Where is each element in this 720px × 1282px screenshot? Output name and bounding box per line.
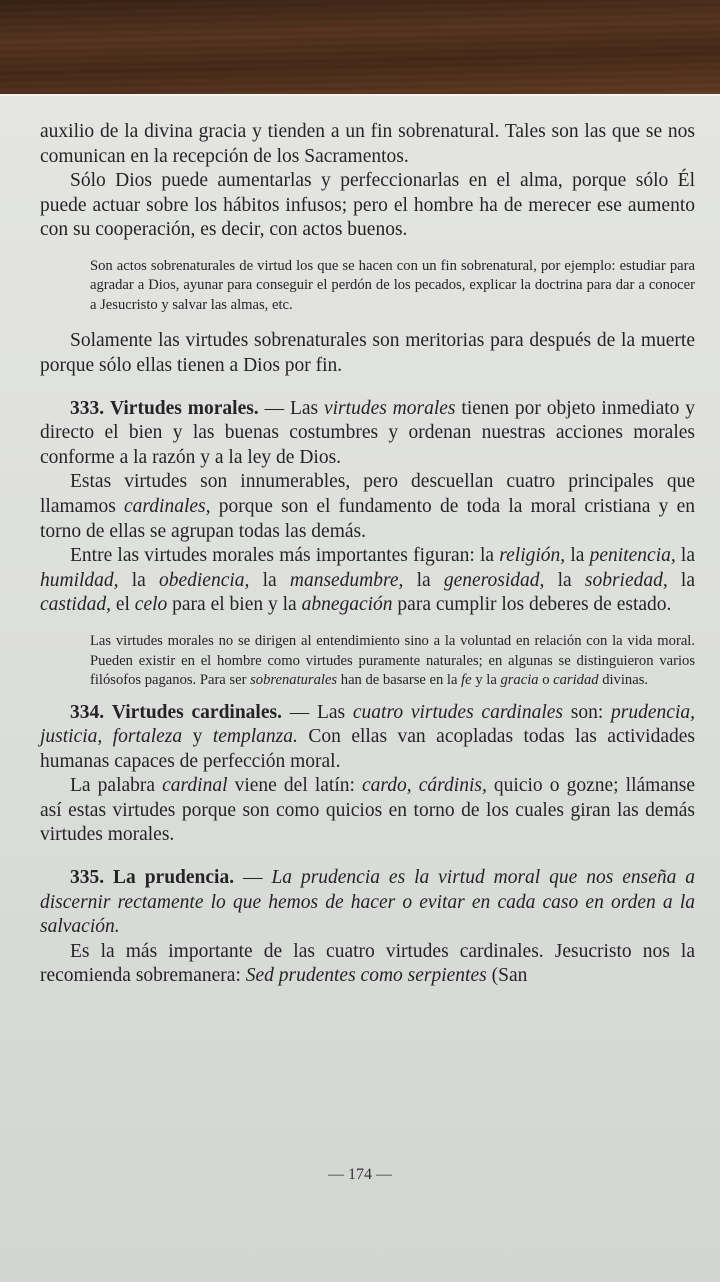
p333c-t3: la <box>675 545 696 567</box>
p333c-t2: la <box>565 545 590 567</box>
paragraph-2: Sólo Dios puede aumentarlas y perfeccionarlas en el alma, porque sólo Él puede actuar sobre los hábitos infusos; pero el hombre ha de merecer ese aumento con su cooperación, es decir, con actos buenos. <box>40 170 695 241</box>
p333c-t5: la <box>249 569 290 591</box>
section-333-em: virtudes morales <box>323 397 456 419</box>
paragraph-333b <box>40 470 695 544</box>
p333b-em: cardinales, <box>124 496 211 518</box>
p333c-t1: Entre las virtudes morales más importantes figuran: la <box>70 545 500 567</box>
p333c-e2: penitencia, <box>589 545 676 567</box>
p335b-b: (San <box>486 965 528 987</box>
section-334-t1: son: <box>563 701 612 723</box>
note2-e4: caridad <box>553 672 599 688</box>
note2-c: y la <box>471 672 501 688</box>
section-334-t2: y <box>182 726 213 748</box>
p334b-e1: cardinal <box>162 775 228 797</box>
p335b-a: Es la más importante de las cuatro virtudes cardinales. Jesucristo nos la recomienda sobremanera: <box>40 940 695 987</box>
section-334-body: Con ellas van acopladas todas las actividades humanas capaces de perfección moral. <box>40 726 696 772</box>
note-sobrenaturales: Son actos sobrenaturales de virtud los que se hacen con un fin sobrenatural, por ejemplo: estudiar para agradar a Dios, ayunar para conseguir el perdón de los pecados, explicar la doctrina para dar a conocer a Jesucristo y salvar las almas, etc. <box>90 257 695 313</box>
section-335-em: La prudencia es la virtud moral que nos enseña a discernir rectamente lo que hemos de hacer o evitar en cada caso en orden a la salvación. <box>40 867 696 938</box>
p334b-a: La palabra <box>70 775 163 797</box>
section-335-number: 335. <box>70 867 105 889</box>
section-334-em1: cuatro virtudes cardinales <box>352 701 564 723</box>
section-333 <box>40 397 695 471</box>
paragraph-334b <box>40 774 695 848</box>
section-334-title: Virtudes cardinales. <box>111 701 282 723</box>
section-335-dash: — <box>234 867 272 889</box>
p333b-b: porque son el fundamento de toda la moral cristiana y en torno de ellas se agrupan todas las demás. <box>40 496 695 542</box>
paragraph-1: auxilio de la divina gracia y tienden a un fin sobrenatural. Tales son las que se nos comunican en la recepción de los Sacramentos. <box>40 121 695 167</box>
note2-e2: fe <box>461 672 472 688</box>
section-334-em2: prudencia, justicia, fortaleza <box>40 701 695 748</box>
p333c-t6: la <box>403 569 444 591</box>
page-number: — 174 — <box>328 1166 392 1183</box>
section-335-title: La prudencia. <box>113 867 235 889</box>
p333c-t10: para el bien y la <box>167 594 302 616</box>
section-334-dash: — Las <box>281 701 353 723</box>
p334b-e2: cardo, cárdinis, <box>362 775 487 797</box>
p334b-c: quicio o gozne; llámanse así estas virtudes porque son como quicios en torno de los cuales giran las demás virtudes morales. <box>40 775 695 846</box>
p333c-e6: generosidad, <box>443 569 545 591</box>
p333c-t8: la <box>667 569 695 591</box>
section-334-number: 334. <box>70 701 105 723</box>
paragraph-333c <box>40 544 695 618</box>
note-virtudes-morales <box>90 632 695 691</box>
p333c-e5: mansedumbre, <box>289 569 404 591</box>
section-333-title: Virtudes morales. <box>110 397 259 419</box>
p335b-e1: Sed prudentes como serpientes <box>245 965 487 987</box>
section-333-dash: — Las <box>258 397 324 419</box>
section-333-body: tienen por objeto inmediato y directo el bien y las buenas costumbres y ordenan nuestras acciones morales conforme a la razón y a la ley de Dios. <box>40 397 696 468</box>
page-text <box>40 120 695 989</box>
note2-a: Las virtudes morales no se dirigen al entendimiento sino a la voluntad en relación con la vida moral. Pueden existir en el hombre como virtudes puramente naturales; en algunas se distinguieron varios filósofos paganos. Para ser <box>90 633 695 688</box>
p333c-e3: humildad, <box>40 569 119 591</box>
note2-e1: sobrenaturales <box>250 672 338 688</box>
wooden-table-background <box>0 0 720 100</box>
p333c-e10: abnegación <box>301 594 393 616</box>
section-334-em3: templanza. <box>212 726 298 748</box>
p333c-e1: religión, <box>499 545 566 567</box>
p334b-b: viene del latín: <box>227 775 363 797</box>
p333b-a: Estas virtudes son innumerables, pero descuellan cuatro principales que llamamos <box>40 471 695 518</box>
p333c-t7: la <box>544 569 585 591</box>
paragraph-3: Solamente las virtudes sobrenaturales son meritorias para después de la muerte porque sólo ellas tienen a Dios por fin. <box>40 330 695 377</box>
p333c-e7: sobriedad, <box>584 569 668 591</box>
note2-e: divinas. <box>598 672 649 688</box>
p333c-e9: celo <box>134 594 168 616</box>
p333c-e8: castidad, <box>40 594 111 616</box>
p333c-t4: la <box>118 569 159 591</box>
note2-b: han de basarse en la <box>337 672 462 688</box>
section-335 <box>40 866 695 940</box>
note2-d: o <box>538 672 554 688</box>
paragraph-335b <box>40 940 695 989</box>
section-334 <box>40 701 695 775</box>
note2-e3: gracia <box>500 672 539 688</box>
p333c-t11: para cumplir los deberes de estado. <box>392 594 672 616</box>
p333c-e4: obediencia, <box>158 569 250 591</box>
section-333-number: 333. <box>70 397 105 419</box>
p333c-t9: el <box>110 594 135 616</box>
